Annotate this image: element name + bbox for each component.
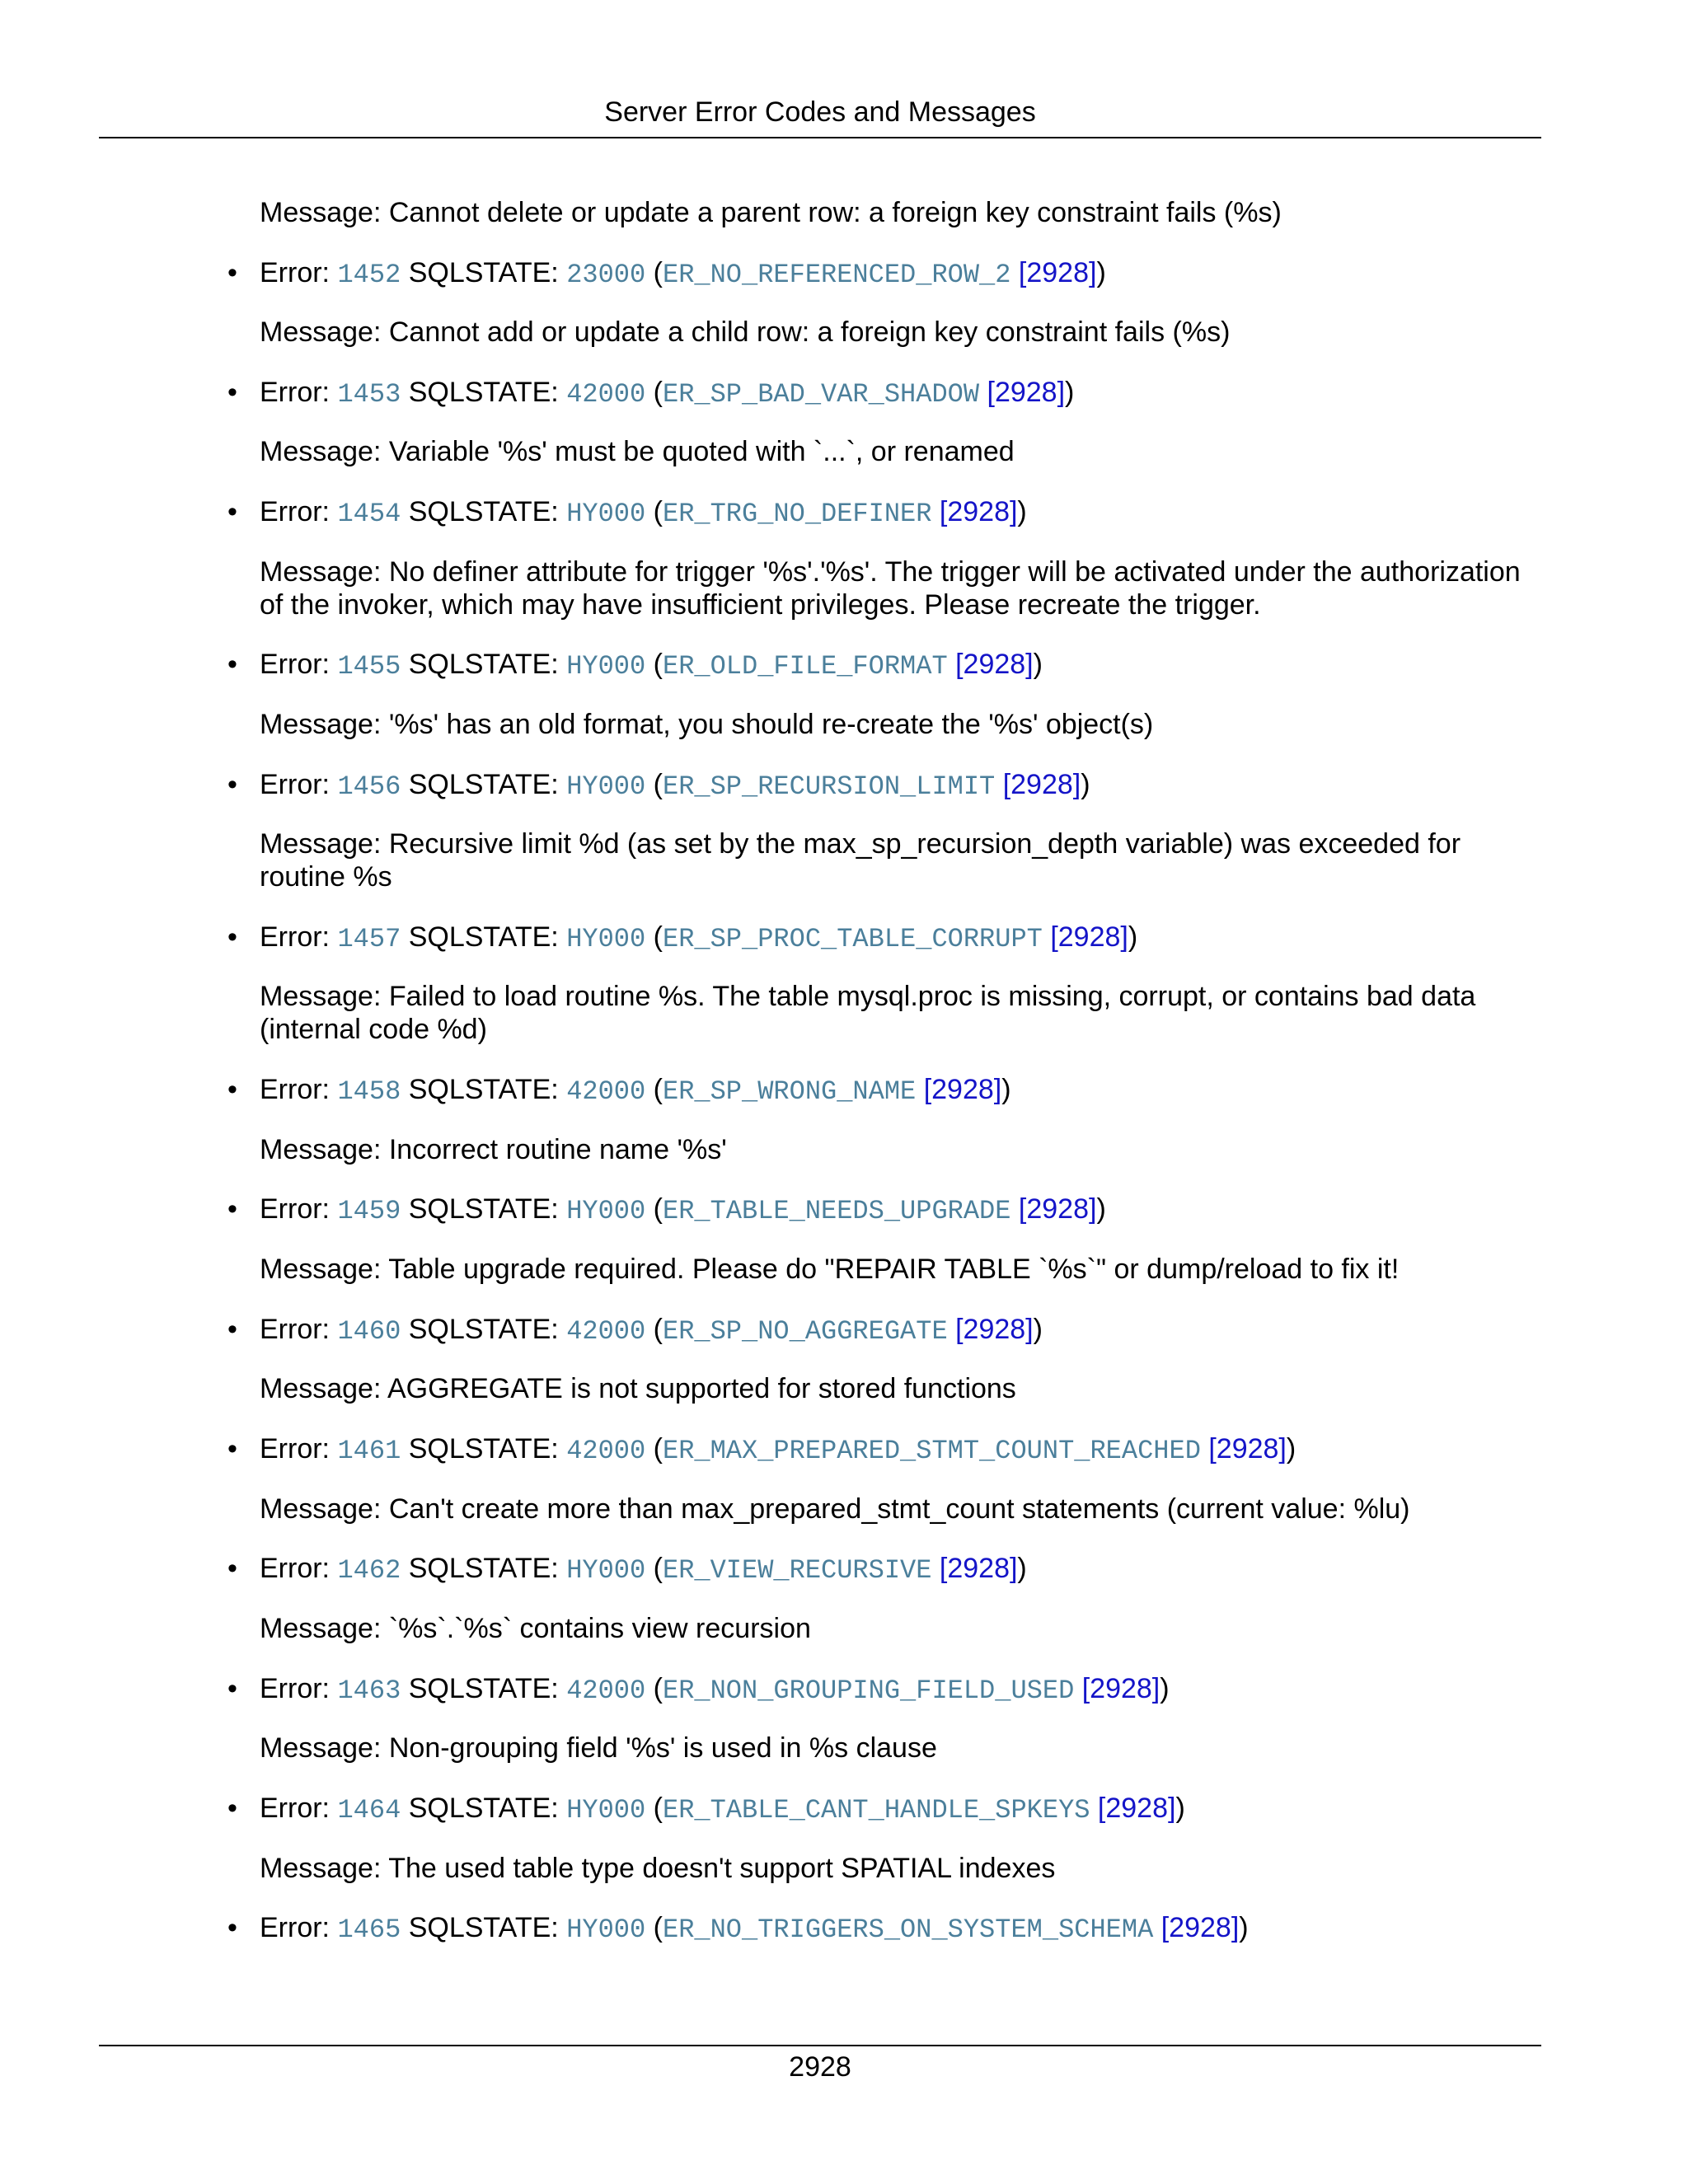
bullet: • (227, 649, 237, 680)
message-label: Message: (260, 1373, 382, 1404)
sqlstate-value: HY000 (566, 1915, 646, 1945)
bullet: • (227, 1074, 237, 1105)
message-line-1452 (260, 316, 1550, 349)
sqlstate-label: SQLSTATE: (408, 1912, 559, 1943)
error-label: Error: (260, 496, 330, 527)
bullet: • (227, 377, 237, 408)
sqlstate-value: 42000 (566, 1076, 646, 1107)
error-code: 1453 (337, 379, 401, 410)
message-label: Message: (260, 556, 382, 588)
page-ref-link[interactable]: [2928] (1018, 257, 1097, 288)
message-text: AGGREGATE is not supported for stored functions (387, 1373, 1016, 1404)
sqlstate-label: SQLSTATE: (408, 769, 559, 800)
error-symbol: ER_NO_REFERENCED_ROW_2 (662, 260, 1011, 290)
message-line-1451 (260, 196, 1550, 229)
error-line-1465: Error: 1465 SQLSTATE: HY000 (ER_NO_TRIGGERS_ON_SYSTEM_SCHEMA [2928]) (260, 1912, 1249, 1945)
bullet: • (227, 1912, 237, 1943)
message-text: Table upgrade required. Please do "REPAIR TABLE `%s`" or dump/reload to fix it! (388, 1254, 1400, 1285)
message-label: Message: (260, 316, 382, 348)
error-label: Error: (260, 649, 330, 680)
error-line-1453: Error: 1453 SQLSTATE: 42000 (ER_SP_BAD_VAR_SHADOW [2928]) (260, 377, 1075, 410)
sqlstate-value: HY000 (566, 499, 646, 529)
error-label: Error: (260, 1074, 330, 1105)
message-label: Message: (260, 1732, 382, 1764)
page-ref-link[interactable]: [2928] (1081, 1673, 1160, 1704)
sqlstate-value: 23000 (566, 260, 646, 290)
sqlstate-value: HY000 (566, 1196, 646, 1226)
message-line-1453 (260, 435, 1550, 468)
error-code: 1463 (337, 1675, 401, 1706)
page-ref-link[interactable]: [2928] (987, 377, 1066, 408)
sqlstate-value: 42000 (566, 1436, 646, 1466)
error-code: 1456 (337, 771, 401, 802)
error-label: Error: (260, 257, 330, 288)
error-line-1460: Error: 1460 SQLSTATE: 42000 (ER_SP_NO_AGGREGATE [2928]) (260, 1314, 1043, 1347)
message-label: Message: (260, 1134, 382, 1165)
page-ref-link[interactable]: [2928] (939, 1553, 1018, 1584)
message-label: Message: (260, 436, 382, 467)
page-ref-link[interactable]: [2928] (955, 1314, 1034, 1345)
sqlstate-label: SQLSTATE: (408, 257, 559, 288)
error-code: 1464 (337, 1795, 401, 1825)
page-ref-link[interactable]: [2928] (1097, 1793, 1176, 1824)
sqlstate-value: HY000 (566, 924, 646, 954)
message-label: Message: (260, 1613, 382, 1644)
page-ref-link[interactable]: [2928] (955, 649, 1034, 680)
error-line-1457: Error: 1457 SQLSTATE: HY000 (ER_SP_PROC_TABLE_CORRUPT [2928]) (260, 921, 1138, 954)
sqlstate-value: HY000 (566, 1795, 646, 1825)
error-label: Error: (260, 377, 330, 408)
error-code: 1465 (337, 1915, 401, 1945)
page-ref-link[interactable]: [2928] (1160, 1912, 1240, 1943)
bullet: • (227, 1553, 237, 1584)
sqlstate-value: HY000 (566, 771, 646, 802)
error-code: 1459 (337, 1196, 401, 1226)
message-line-1461 (260, 1493, 1550, 1526)
sqlstate-label: SQLSTATE: (408, 649, 559, 680)
error-code: 1460 (337, 1316, 401, 1347)
error-label: Error: (260, 921, 330, 953)
error-symbol: ER_TABLE_CANT_HANDLE_SPKEYS (662, 1795, 1090, 1825)
sqlstate-label: SQLSTATE: (408, 1433, 559, 1465)
message-line-1456 (260, 827, 1550, 893)
error-label: Error: (260, 1793, 330, 1824)
sqlstate-label: SQLSTATE: (408, 1673, 559, 1704)
page-number: 2928 (789, 2051, 851, 2083)
error-line-1459: Error: 1459 SQLSTATE: HY000 (ER_TABLE_NEEDS_UPGRADE [2928]) (260, 1193, 1106, 1226)
message-text: Can't create more than max_prepared_stmt_count statements (current value: %lu) (388, 1493, 1410, 1525)
error-label: Error: (260, 1673, 330, 1704)
message-text: No definer attribute for trigger '%s'.'%s'. The trigger will be activated under the authorization of the invoker, which may have insufficient privileges. Please recreate the trigger. (260, 556, 1521, 621)
message-text: Recursive limit %d (as set by the max_sp_recursion_depth variable) was exceeded for routine %s (260, 828, 1461, 893)
page-ref-link[interactable]: [2928] (1018, 1193, 1097, 1225)
error-code: 1461 (337, 1436, 401, 1466)
message-text: `%s`.`%s` contains view recursion (388, 1613, 811, 1644)
message-line-1460 (260, 1372, 1550, 1405)
message-line-1459 (260, 1253, 1550, 1286)
error-line-1464: Error: 1464 SQLSTATE: HY000 (ER_TABLE_CANT_HANDLE_SPKEYS [2928]) (260, 1793, 1185, 1825)
page-ref-link[interactable]: [2928] (923, 1074, 1002, 1105)
message-label: Message: (260, 1493, 382, 1525)
message-label: Message: (260, 197, 382, 228)
message-line-1462 (260, 1612, 1550, 1645)
page-header-title: Server Error Codes and Messages (604, 96, 1036, 128)
message-text: Failed to load routine %s. The table mysql.proc is missing, corrupt, or contains bad data (internal code %d) (260, 981, 1476, 1045)
message-text: Incorrect routine name '%s' (388, 1134, 727, 1165)
error-code: 1462 (337, 1555, 401, 1586)
sqlstate-label: SQLSTATE: (408, 1074, 559, 1105)
sqlstate-value: 42000 (566, 1675, 646, 1706)
error-line-1458: Error: 1458 SQLSTATE: 42000 (ER_SP_WRONG_NAME [2928]) (260, 1074, 1011, 1107)
error-symbol: ER_SP_WRONG_NAME (662, 1076, 917, 1107)
sqlstate-label: SQLSTATE: (408, 1793, 559, 1824)
sqlstate-value: HY000 (566, 1555, 646, 1586)
error-line-1462: Error: 1462 SQLSTATE: HY000 (ER_VIEW_RECURSIVE [2928]) (260, 1553, 1027, 1586)
error-symbol: ER_SP_BAD_VAR_SHADOW (662, 379, 980, 410)
footer-divider (99, 2045, 1541, 2046)
error-symbol: ER_SP_PROC_TABLE_CORRUPT (662, 924, 1043, 954)
error-symbol: ER_OLD_FILE_FORMAT (662, 651, 948, 682)
error-code: 1458 (337, 1076, 401, 1107)
error-symbol: ER_MAX_PREPARED_STMT_COUNT_REACHED (662, 1436, 1201, 1466)
error-line-1456: Error: 1456 SQLSTATE: HY000 (ER_SP_RECURSION_LIMIT [2928]) (260, 769, 1090, 802)
bullet: • (227, 496, 237, 527)
message-label: Message: (260, 1853, 382, 1884)
header-divider (99, 137, 1541, 138)
message-line-1463 (260, 1732, 1550, 1765)
error-line-1455: Error: 1455 SQLSTATE: HY000 (ER_OLD_FILE_FORMAT [2928]) (260, 649, 1043, 682)
bullet: • (227, 1673, 237, 1704)
page-ref-link[interactable]: [2928] (1050, 921, 1128, 953)
error-code: 1457 (337, 924, 401, 954)
sqlstate-label: SQLSTATE: (408, 377, 559, 408)
error-line-1452: Error: 1452 SQLSTATE: 23000 (ER_NO_REFERENCED_ROW_2 [2928]) (260, 257, 1106, 290)
error-label: Error: (260, 1193, 330, 1225)
bullet: • (227, 921, 237, 953)
sqlstate-value: 42000 (566, 379, 646, 410)
message-line-1454 (260, 555, 1550, 621)
error-symbol: ER_TABLE_NEEDS_UPGRADE (662, 1196, 1011, 1226)
message-line-1457 (260, 980, 1550, 1046)
bullet: • (227, 1433, 237, 1465)
error-code: 1454 (337, 499, 401, 529)
message-label: Message: (260, 709, 382, 740)
message-text: '%s' has an old format, you should re-create the '%s' object(s) (388, 709, 1154, 740)
message-text: Variable '%s' must be quoted with `...`, or renamed (388, 436, 1015, 467)
error-label: Error: (260, 769, 330, 800)
page-ref-link[interactable]: [2928] (939, 496, 1018, 527)
error-symbol: ER_NO_TRIGGERS_ON_SYSTEM_SCHEMA (662, 1915, 1154, 1945)
bullet: • (227, 257, 237, 288)
message-line-1458 (260, 1133, 1550, 1166)
error-label: Error: (260, 1912, 330, 1943)
error-code: 1455 (337, 651, 401, 682)
sqlstate-label: SQLSTATE: (408, 1193, 559, 1225)
error-symbol: ER_NON_GROUPING_FIELD_USED (662, 1675, 1075, 1706)
error-label: Error: (260, 1433, 330, 1465)
error-label: Error: (260, 1553, 330, 1584)
message-label: Message: (260, 828, 382, 860)
sqlstate-label: SQLSTATE: (408, 1314, 559, 1345)
message-text: The used table type doesn't support SPATIAL indexes (388, 1853, 1056, 1884)
sqlstate-value: HY000 (566, 651, 646, 682)
bullet: • (227, 1193, 237, 1225)
message-text: Cannot add or update a child row: a foreign key constraint fails (%s) (388, 316, 1231, 348)
error-code: 1452 (337, 260, 401, 290)
bullet: • (227, 769, 237, 800)
message-line-1455 (260, 708, 1550, 741)
message-label: Message: (260, 1254, 382, 1285)
sqlstate-label: SQLSTATE: (408, 921, 559, 953)
error-line-1463: Error: 1463 SQLSTATE: 42000 (ER_NON_GROUPING_FIELD_USED [2928]) (260, 1673, 1170, 1706)
message-line-1464 (260, 1852, 1550, 1885)
message-text: Non-grouping field '%s' is used in %s clause (388, 1732, 937, 1764)
bullet: • (227, 1793, 237, 1824)
error-symbol: ER_SP_RECURSION_LIMIT (662, 771, 996, 802)
error-symbol: ER_TRG_NO_DEFINER (662, 499, 932, 529)
page-ref-link[interactable]: [2928] (1002, 769, 1081, 800)
page-ref-link[interactable]: [2928] (1208, 1433, 1287, 1465)
sqlstate-label: SQLSTATE: (408, 496, 559, 527)
error-label: Error: (260, 1314, 330, 1345)
sqlstate-label: SQLSTATE: (408, 1553, 559, 1584)
message-text: Cannot delete or update a parent row: a foreign key constraint fails (%s) (388, 197, 1282, 228)
error-symbol: ER_SP_NO_AGGREGATE (662, 1316, 948, 1347)
error-line-1454: Error: 1454 SQLSTATE: HY000 (ER_TRG_NO_DEFINER [2928]) (260, 496, 1027, 529)
message-label: Message: (260, 981, 382, 1012)
bullet: • (227, 1314, 237, 1345)
error-line-1461: Error: 1461 SQLSTATE: 42000 (ER_MAX_PREPARED_STMT_COUNT_REACHED [2928]) (260, 1433, 1296, 1466)
sqlstate-value: 42000 (566, 1316, 646, 1347)
error-symbol: ER_VIEW_RECURSIVE (662, 1555, 932, 1586)
